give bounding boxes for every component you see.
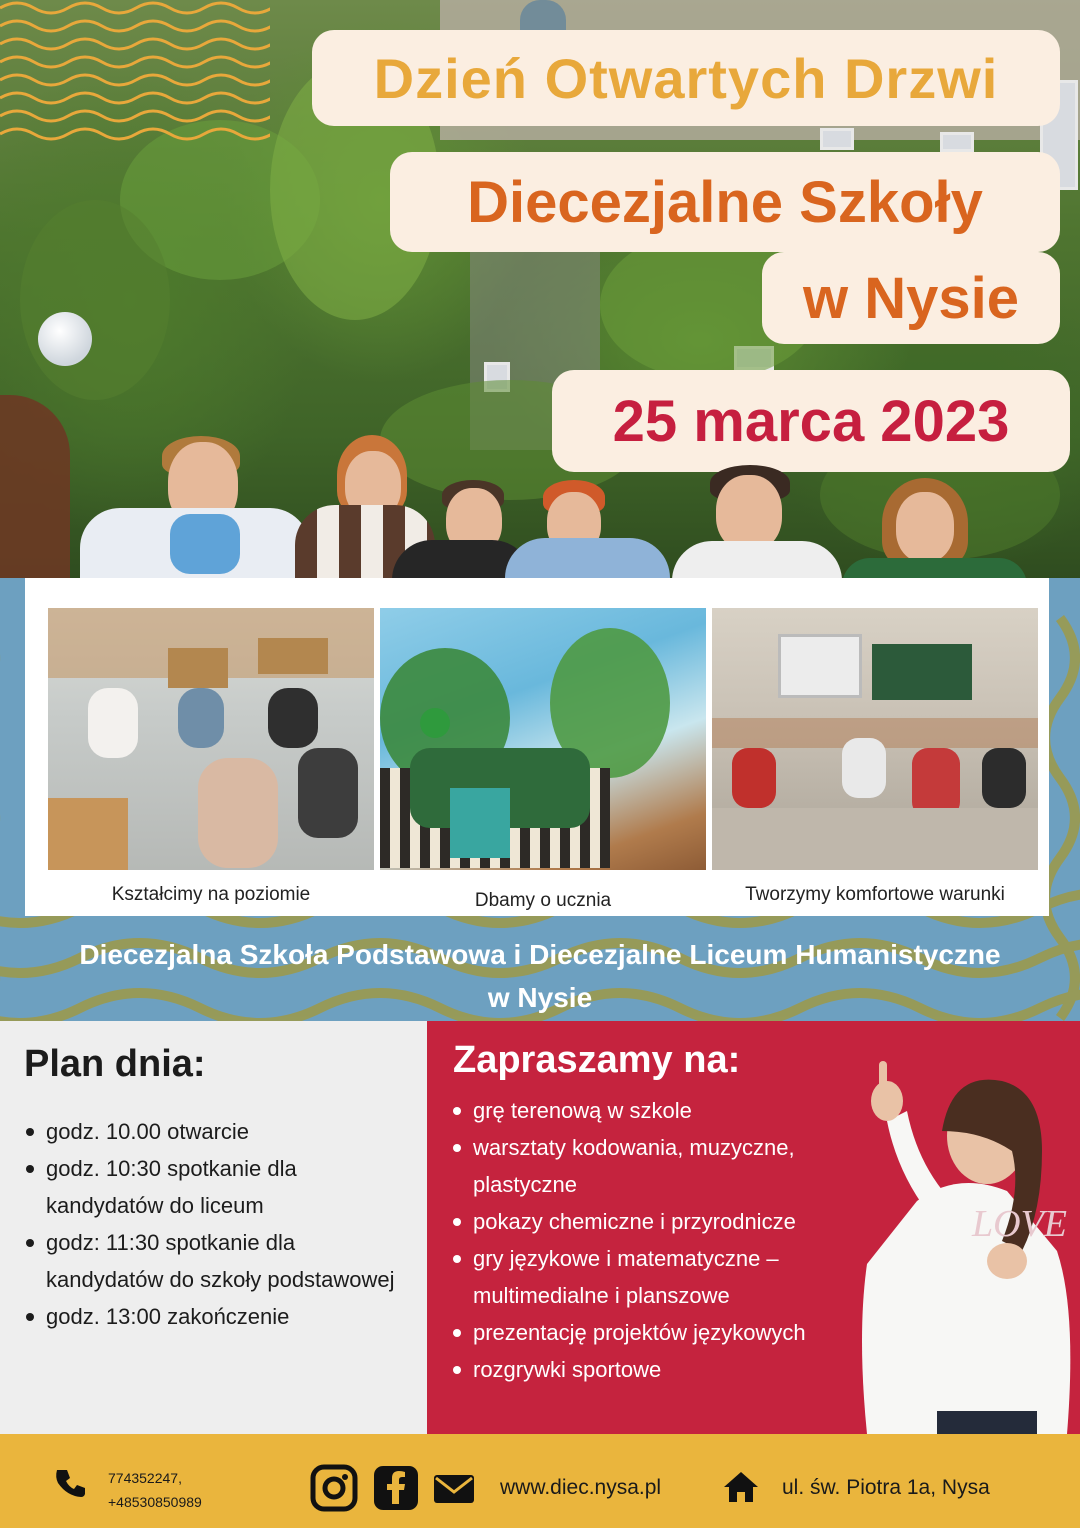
student-photo	[672, 465, 842, 580]
city-name: w Nysie	[803, 265, 1019, 331]
date-box	[552, 370, 1070, 472]
home-icon	[722, 1470, 760, 1504]
phone-number[interactable]: 774352247,	[108, 1470, 182, 1486]
event-title: Dzień Otwartych Drzwi	[373, 46, 999, 110]
plan-list	[24, 1113, 414, 1335]
photo-band	[0, 578, 1080, 1021]
event-date: 25 marca 2023	[612, 388, 1010, 454]
student-photo	[505, 480, 670, 580]
classroom-desks-photo	[712, 608, 1038, 870]
school-name: Diecezjalne Szkoły	[467, 169, 983, 235]
plan-heading: Plan dnia:	[24, 1043, 206, 1085]
invite-heading: Zapraszamy na:	[453, 1039, 741, 1081]
list-item: grę terenową w szkole	[451, 1092, 871, 1129]
phone-numbers[interactable]	[108, 1466, 202, 1514]
green-lounge-photo	[380, 608, 706, 870]
photo-card	[25, 578, 1049, 916]
list-item: godz. 13:00 zakończenie	[24, 1298, 414, 1335]
hero-photo	[0, 0, 1080, 580]
address: ul. św. Piotra 1a, Nysa	[782, 1476, 990, 1499]
list-item: prezentację projektów językowych	[451, 1314, 871, 1351]
event-title-box	[312, 30, 1060, 126]
city-box	[762, 252, 1060, 344]
pointing-girl-photo	[827, 1051, 1080, 1434]
sweatshirt-text: LOVE	[972, 1203, 1067, 1245]
invite-list	[451, 1092, 871, 1388]
window	[820, 128, 854, 150]
photo-caption: Tworzymy komfortowe warunki	[745, 884, 1005, 905]
mail-icon[interactable]	[432, 1472, 476, 1506]
decorative-waves	[0, 0, 270, 150]
phone-number[interactable]: +48530850989	[108, 1494, 202, 1510]
schools-heading-line1: Diecezjalna Szkoła Podstawowa i Diecezjalne Liceum Humanistyczne	[79, 939, 1001, 970]
photo-caption: Dbamy o ucznia	[474, 890, 612, 911]
website-link[interactable]: www.diec.nysa.pl	[500, 1476, 662, 1499]
invite-panel	[427, 1021, 1080, 1434]
ivy	[20, 200, 170, 400]
footer	[0, 1434, 1080, 1528]
student-photo	[80, 430, 310, 580]
list-item: godz. 10.00 otwarcie	[24, 1113, 414, 1150]
instagram-icon[interactable]	[310, 1464, 358, 1512]
photo-caption: Kształcimy na poziomie	[111, 884, 311, 905]
list-item: godz: 11:30 spotkanie dla kandydatów do szkoły podstawowej	[24, 1224, 414, 1298]
list-item: godz. 10:30 spotkanie dla kandydatów do liceum	[24, 1150, 414, 1224]
classroom-circle-photo	[48, 608, 374, 870]
tower	[520, 0, 566, 30]
window	[940, 132, 974, 152]
lamp	[38, 312, 92, 366]
student-photo	[842, 478, 1027, 580]
door-arch	[0, 395, 70, 580]
list-item: gry językowe i matematyczne – multimedialne i planszowe	[451, 1240, 871, 1314]
facebook-icon[interactable]	[372, 1464, 420, 1512]
list-item: warsztaty kodowania, muzyczne, plastyczne	[451, 1129, 871, 1203]
list-item: rozgrywki sportowe	[451, 1351, 871, 1388]
phone-icon	[54, 1467, 86, 1499]
school-name-box	[390, 152, 1060, 252]
list-item: pokazy chemiczne i przyrodnicze	[451, 1203, 871, 1240]
schools-heading	[0, 933, 1080, 1019]
plan-panel	[0, 1021, 427, 1434]
schools-heading-line2: w Nysie	[487, 982, 593, 1013]
